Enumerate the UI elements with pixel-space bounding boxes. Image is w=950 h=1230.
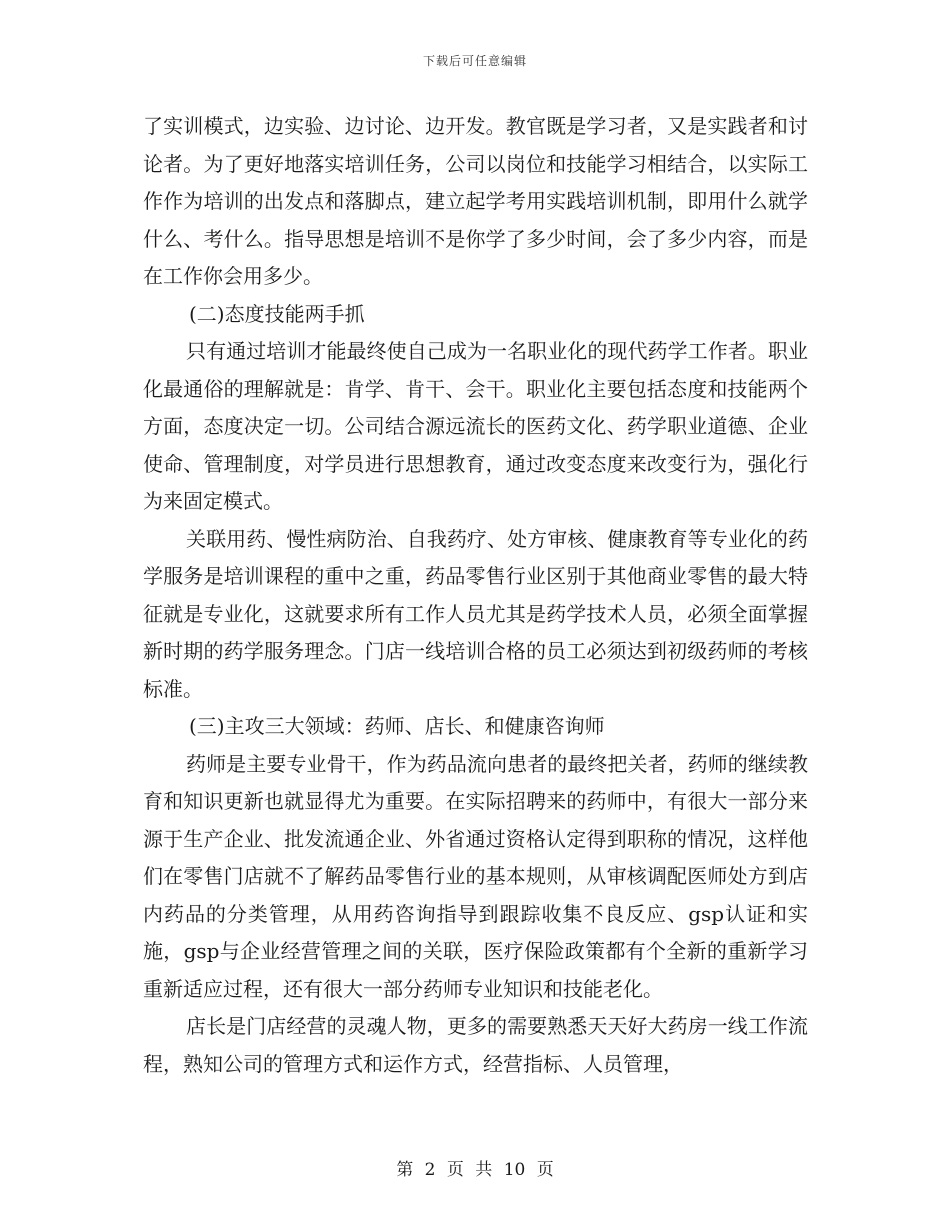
page-number-footer: 第 2 页 共 10 页 xyxy=(396,1160,554,1180)
paragraph-continuation: 了实训模式，边实验、边讨论、边开发。教官既是学习者，又是实践者和讨论者。为了更好地落实培训任务，公司以岗位和技能学习相结合，以实际工作作为培训的出发点和落脚点，建立起学考用实践培训机制，即用什么就学什么、考什么。指导思想是培训不是你学了多少时间，会了多少内容，而是在工作你会用多少。 xyxy=(143,114,808,288)
document-body xyxy=(143,108,808,1083)
paragraph-pharmacy-service: 关联用药、慢性病防治、自我药疗、处方审核、健康教育等专业化的药学服务是培训课程的重中之重，药品零售行业区别于其他商业零售的最大特征就是专业化，这就要求所有工作人员尤其是药学技术人员，必须全面掌握新时期的药学服务理念。门店一线培训合格的员工必须达到初级药师的考核标准。 xyxy=(143,526,808,701)
paragraph-store-manager: 店长是门店经营的灵魂人物，更多的需要熟悉天天好大药房一线工作流程，熟知公司的管理方式和运作方式，经营指标、人员管理， xyxy=(143,1014,808,1076)
page-header: 下载后可任意编辑 xyxy=(422,54,527,68)
paragraph-pharmacist: 药师是主要专业骨干，作为药品流向患者的最终把关者，药师的继续教育和知识更新也就显得尤为重要。在实际招聘来的药师中，有很大一部分来源于生产企业、批发流通企业、外省通过资格认定得到职称的情况，这样他们在零售门店就不了解药品零售行业的基本规则，从审核调配医师处方到店内药品的分类管理，从用药咨询指导到跟踪收集不良反应、gsp认证和实施，gsp与企业经营管理之间的关联，医疗保险政策都有个全新的重新学习重新适应过程，还有很大一部分药师专业知识和技能老化。 xyxy=(143,751,808,1001)
section-heading-2: (二)态度技能两手抓 xyxy=(189,301,365,326)
paragraph-professionalism: 只有通过培训才能最终使自己成为一名职业化的现代药学工作者。职业化最通俗的理解就是：肯学、肯干、会干。职业化主要包括态度和技能两个方面，态度决定一切。公司结合源远流长的医药文化、药学职业道德、企业使命、管理制度，对学员进行思想教育，通过改变态度来改变行为，强化行为来固定模式。 xyxy=(143,339,808,513)
section-heading-3: (三)主攻三大领域：药师、店长、和健康咨询师 xyxy=(189,714,605,738)
